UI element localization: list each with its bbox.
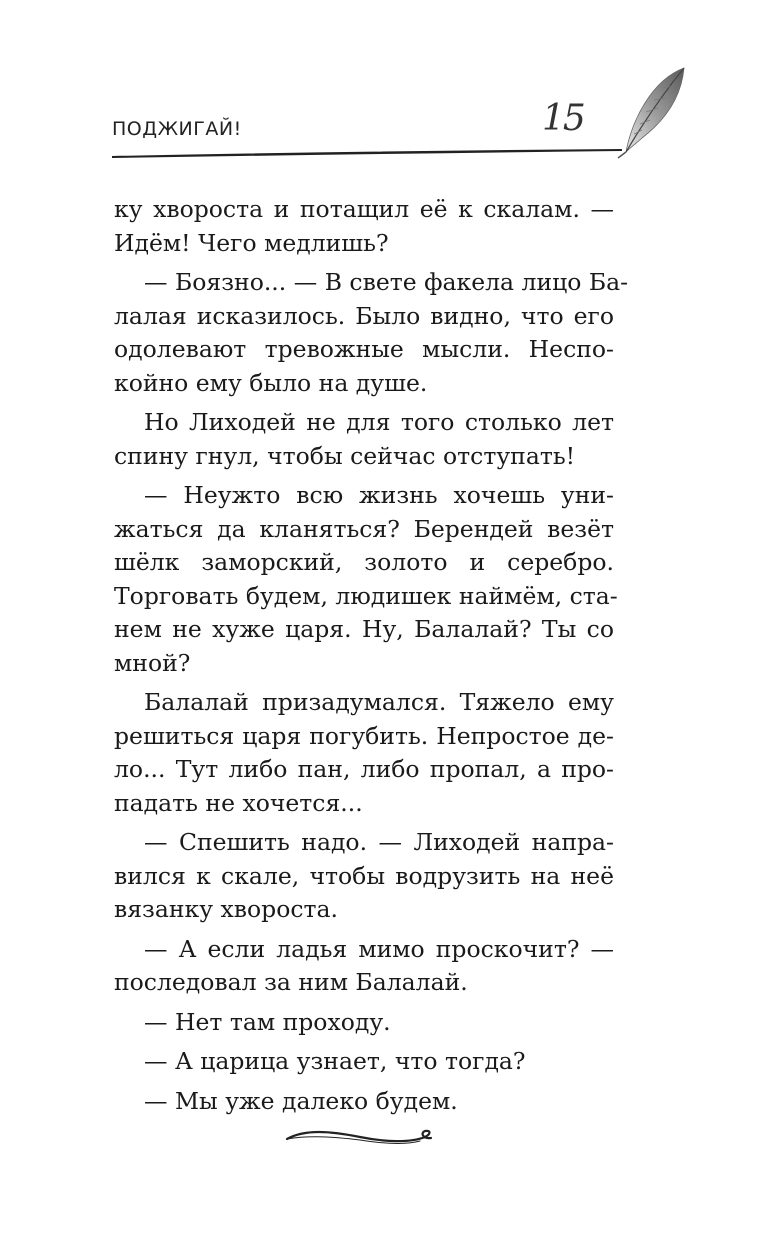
text-line: — Боязно... — В свете факела лицо Ба- <box>144 268 629 296</box>
body-text <box>114 193 629 1124</box>
text-line: вязанку хвороста. <box>114 895 338 923</box>
text-line: вился к скале, чтобы водрузить на неё <box>114 861 614 890</box>
paragraph <box>114 1045 614 1079</box>
paragraph <box>114 1006 614 1040</box>
text-line: койно ему было на душе. <box>114 368 428 397</box>
page-header <box>112 60 692 170</box>
text-line: Идём! Чего медлишь? <box>114 228 389 257</box>
text-line: Балалай призадумался. Тяжело ему <box>144 688 614 716</box>
text-line: Торговать будем, людишек наймём, ста- <box>114 581 618 610</box>
text-line: ло... Тут либо пан, либо пропал, а про- <box>114 755 614 783</box>
text-line: — Мы уже далеко будем. <box>144 1086 458 1115</box>
page-number: 15 <box>542 98 584 139</box>
paragraph <box>114 1085 614 1119</box>
paragraph <box>114 686 614 820</box>
text-line: мной? <box>114 648 191 677</box>
header-rule <box>112 148 622 160</box>
paragraph <box>114 193 614 260</box>
text-line: жаться да кланяться? Берендей везёт <box>114 514 614 543</box>
paragraph <box>114 479 618 680</box>
text-line: Но Лиходей не для того столько лет <box>144 408 614 436</box>
paragraph <box>114 406 614 473</box>
text-line: — А если ладья мимо проскочит? — <box>144 934 614 963</box>
text-line: — Нет там проходу. <box>144 1007 391 1036</box>
text-line: шёлк заморский, золото и серебро. <box>114 548 614 576</box>
text-line: падать не хочется... <box>114 788 363 817</box>
text-line: последовал за ним Балалай. <box>114 968 468 996</box>
swash-ornament-icon <box>285 1125 435 1151</box>
paragraph <box>114 826 614 927</box>
text-line: решиться царя погубить. Непростое де- <box>114 721 614 750</box>
text-line: — А царица узнает, что тогда? <box>144 1047 526 1075</box>
paragraph <box>114 933 614 1000</box>
text-line: — Неужто всю жизнь хочешь уни- <box>144 481 614 509</box>
text-line: одолевают тревожные мысли. Неспо- <box>114 335 614 363</box>
text-line: нем не хуже царя. Ну, Балалай? Ты со <box>114 615 614 643</box>
text-line: спину гнул, чтобы сейчас отступать! <box>114 441 576 470</box>
text-line: лалая исказилось. Было видно, что его <box>114 301 614 330</box>
feather-icon <box>612 60 692 160</box>
text-line: — Спешить надо. — Лиходей напра- <box>144 828 614 856</box>
text-line: ку хвороста и потащил её к скалам. — <box>114 195 614 223</box>
running-title: ПОДЖИГАЙ! <box>112 118 242 140</box>
paragraph <box>114 266 629 400</box>
